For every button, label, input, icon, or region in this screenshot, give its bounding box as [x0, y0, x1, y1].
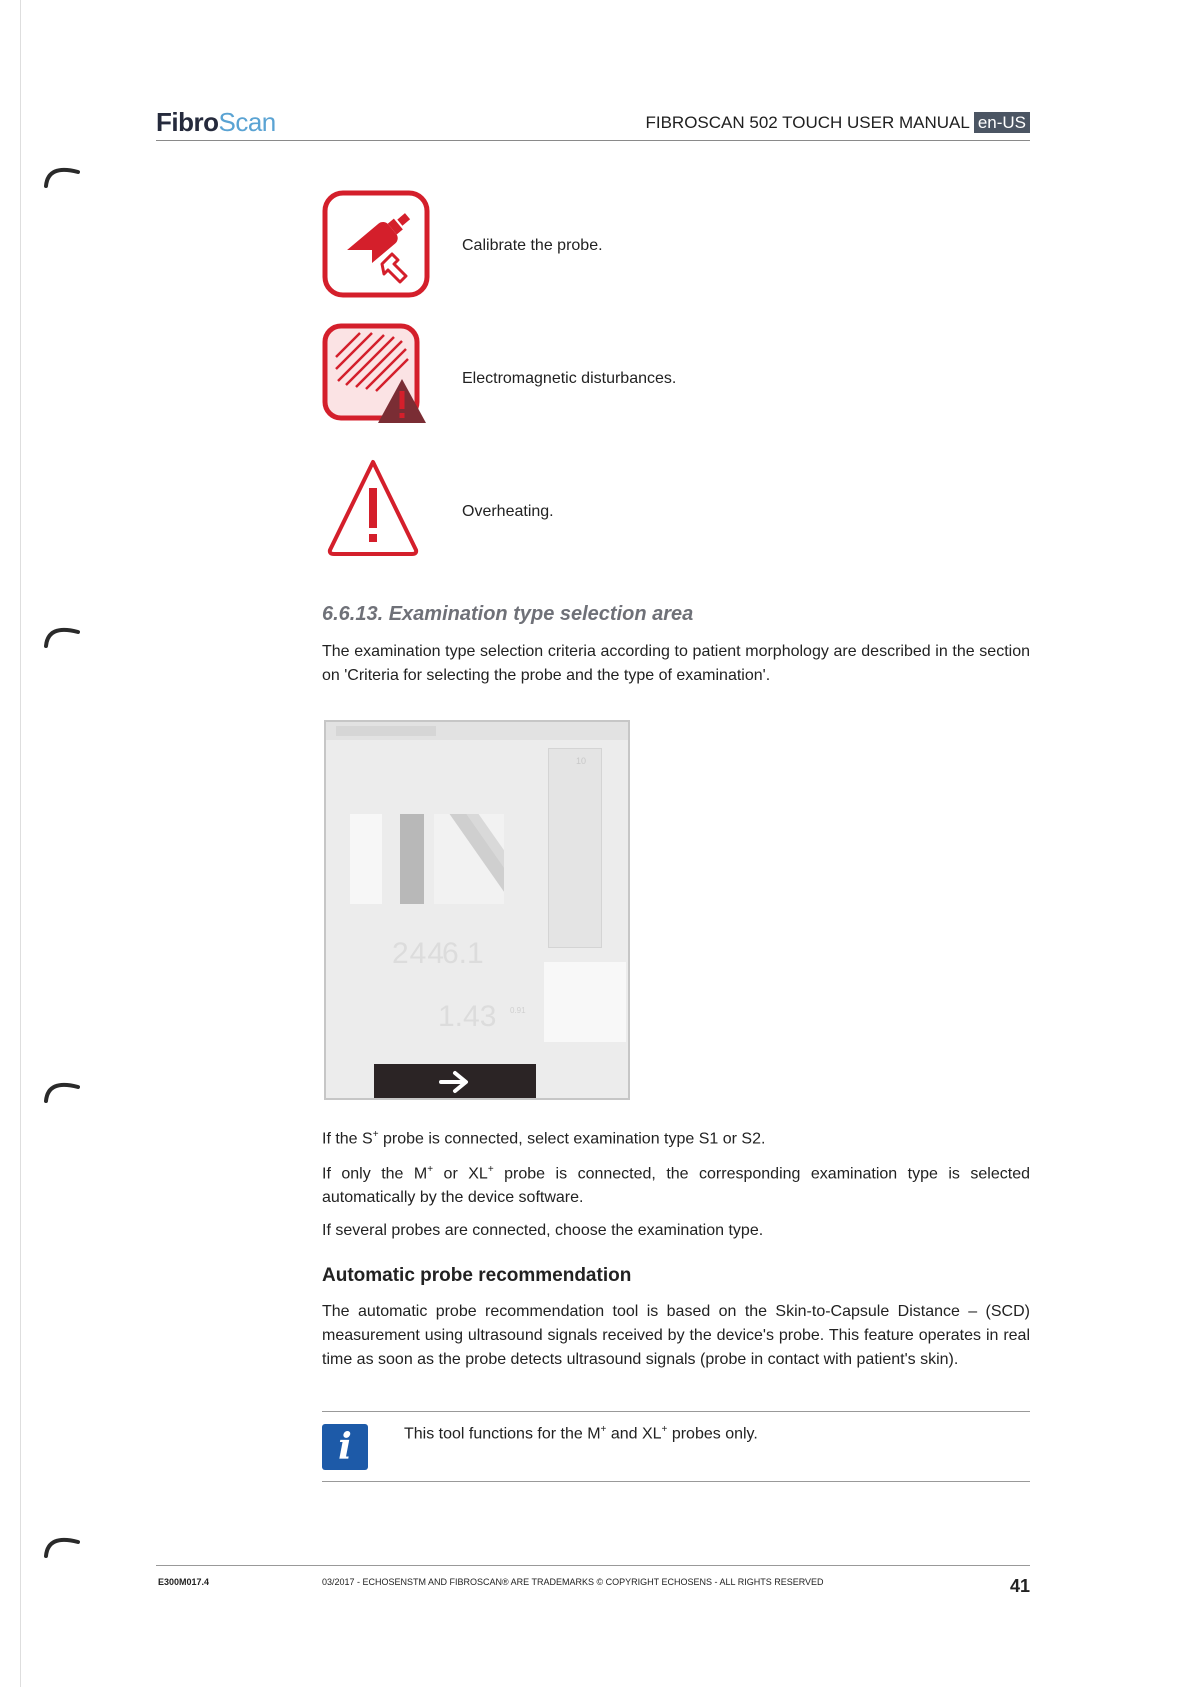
manual-title: FIBROSCAN 502 TOUCH USER MANUAL en-US	[645, 112, 1030, 133]
section-title: 6.6.13. Examination type selection area	[322, 603, 694, 625]
punch-hole-icon	[44, 1075, 80, 1105]
screenshot-a-mode-panel	[400, 814, 424, 904]
screenshot-stiffness-value: 6.1	[442, 937, 484, 970]
paragraph-several-probes: If several probes are connected, choose the examination type.	[322, 1222, 764, 1239]
electromagnetic-disturbance-label: Electromagnetic disturbances.	[462, 370, 677, 387]
page-margin-line	[20, 0, 21, 1687]
screenshot-thumbnail	[544, 962, 626, 1042]
paragraph-s-probe: If the S+ probe is connected, select examination type S1 or S2.	[322, 1129, 766, 1148]
screenshot-side-gauge	[548, 748, 602, 948]
punch-hole-icon	[44, 620, 80, 650]
arrow-right-icon	[437, 1070, 473, 1094]
note-top-rule	[322, 1411, 1030, 1412]
punch-hole-icon	[44, 160, 80, 190]
language-badge: en-US	[974, 112, 1030, 133]
punch-hole-icon	[44, 1530, 80, 1560]
screenshot-gauge-value: 10	[576, 756, 587, 766]
page-header	[156, 104, 1030, 141]
fibroscan-logo: FibroScan	[156, 107, 276, 137]
calibrate-probe-label: Calibrate the probe.	[462, 237, 603, 254]
note-text: This tool functions for the M+ and XL+ probes only.	[404, 1424, 758, 1443]
subsection-title: Automatic probe recommendation	[322, 1265, 632, 1286]
subsection-text: The automatic probe recommendation tool is based on the Skin-to-Capsule Distance – (SCD) measurement using ultrasound signals received by the device's probe. This feature operates in real time as soon as the probe detects ultrasound signals (probe in contact with patient's skin).	[322, 1303, 1030, 1368]
screenshot-cap-value: 244	[392, 937, 446, 970]
copyright-notice: 03/2017 - ECHOSENSTM AND FIBROSCAN® ARE TRADEMARKS © COPYRIGHT ECHOSENS - ALL RIGHTS RESERVED	[322, 1577, 824, 1587]
page-number: 41	[1009, 1576, 1030, 1596]
electromagnetic-disturbance-icon	[322, 323, 430, 431]
overheating-warning-icon	[326, 458, 420, 558]
overheating-label: Overheating.	[462, 503, 554, 520]
footer-rule	[156, 1565, 1030, 1566]
screenshot-ratio-value: 0.91	[510, 1006, 526, 1015]
screenshot-next-button[interactable]	[374, 1064, 536, 1100]
calibrate-probe-icon	[322, 190, 430, 298]
section-intro: The examination type selection criteria according to patient morphology are described in the section on 'Criteria for selecting the probe and the type of examination'.	[322, 643, 1030, 684]
screenshot-m-mode-panel	[350, 814, 382, 904]
info-icon: i	[322, 1424, 368, 1470]
screenshot-iqr-value: 1.43	[438, 1000, 497, 1033]
screenshot-elastogram-panel	[434, 814, 504, 904]
note-bottom-rule	[322, 1481, 1030, 1482]
paragraph-m-xl-probe: If only the M+ or XL+ probe is connected, the corresponding examination type is selected automatically by the device software.	[322, 1164, 1030, 1207]
device-screenshot	[324, 720, 630, 1100]
screenshot-patient-field	[336, 726, 436, 736]
document-code: E300M017.4	[158, 1577, 210, 1587]
